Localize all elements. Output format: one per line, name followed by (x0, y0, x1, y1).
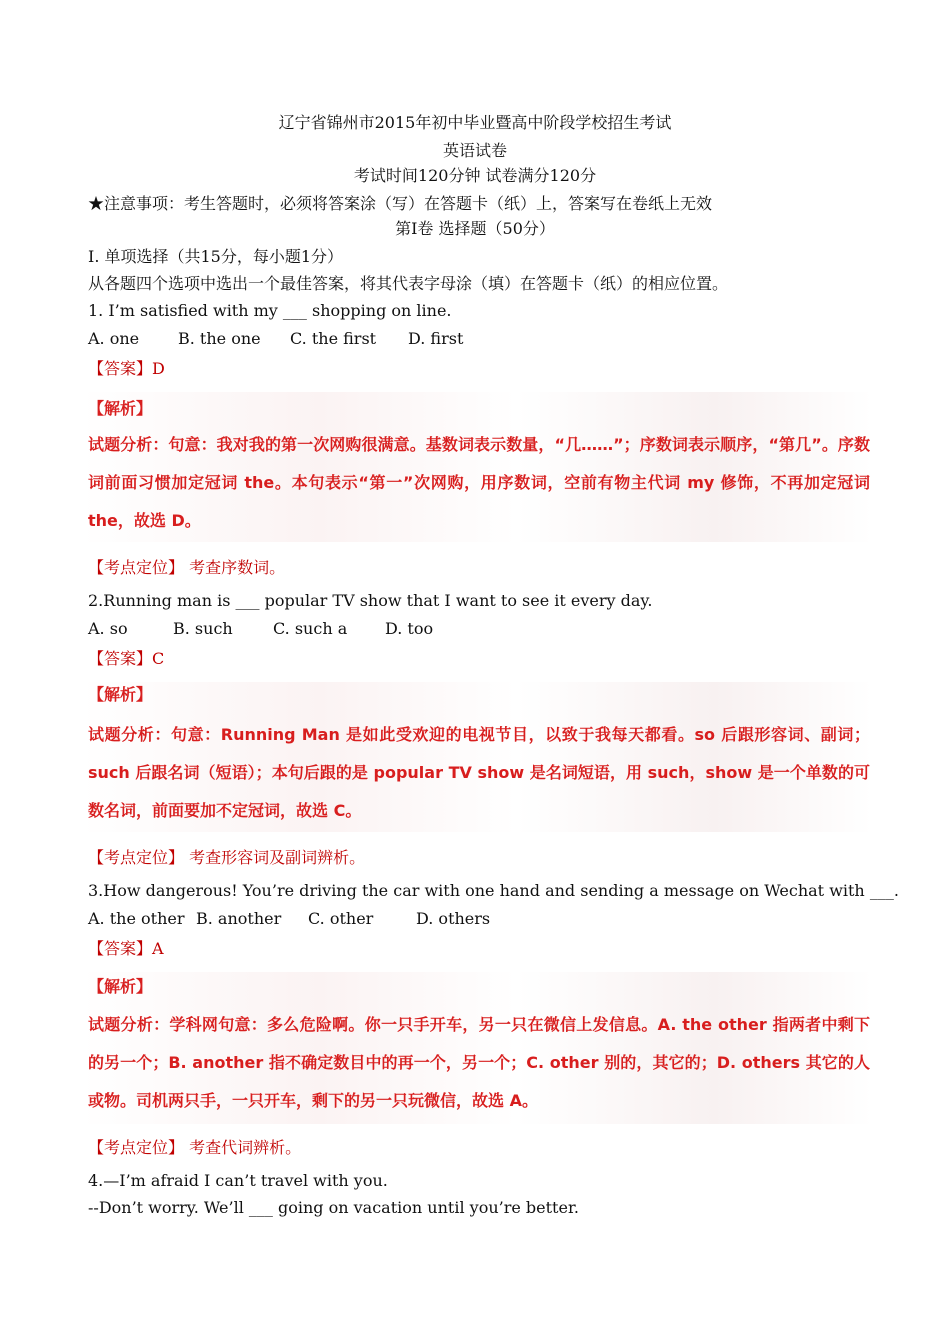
exam-subject: 英语试卷 (442, 141, 507, 160)
question-3-stem: 3.How dangerous! You’re driving the car with one hand and sending a message on Wechat with ___. (88, 881, 899, 900)
exam-time-info: 考试时间120分钟 试卷满分120分 (353, 166, 597, 185)
answer-label: 【答案】 (88, 359, 153, 378)
question-3-analysis (82, 972, 872, 1124)
question-3-kaodian (88, 1137, 301, 1159)
kaodian-text: 考查序数词。 (189, 558, 286, 577)
answer-value: A (152, 939, 164, 958)
option-b: B. another (196, 909, 282, 928)
analysis-title: 【解析】 (88, 685, 153, 704)
question-3-answer (88, 938, 164, 960)
part-heading: 第Ⅰ卷 选择题（50分） (395, 219, 555, 238)
section-instruction: 从各题四个选项中选出一个最佳答案，将其代表字母涂（填）在答题卡（纸）的相应位置。 (88, 274, 729, 293)
answer-label: 【答案】 (88, 649, 153, 668)
option-c: C. such a (273, 619, 348, 638)
option-d: D. too (385, 619, 434, 638)
question-2-analysis (82, 682, 872, 832)
analysis-body: 试题分析：学科网句意：多么危险啊。你一只手开车，另一只在微信上发信息。A. the other 指两者中剩下的另一个；B. another 指不确定数目中的再一个，另一个；C. other 别的，其它的；D. others 其它的人或物。司机两只手，一只开车，剩下的另一只玩微信，故选 A。 (88, 1015, 870, 1110)
exam-notice: ★注意事项：考生答题时，必须将答案涂（写）在答题卡（纸）上，答案写在卷纸上无效 (88, 194, 713, 213)
kaodian-label: 【考点定位】 (88, 848, 185, 867)
kaodian-label: 【考点定位】 (88, 558, 185, 577)
analysis-title: 【解析】 (88, 399, 153, 418)
option-c: C. the first (290, 329, 377, 348)
option-d: D. others (416, 909, 491, 928)
question-1-analysis (82, 392, 872, 542)
option-b: B. the one (178, 329, 261, 348)
option-b: B. such (173, 619, 233, 638)
question-1-stem: 1. I’m satisfied with my ___ shopping on line. (88, 301, 452, 320)
exam-title: 辽宁省锦州市2015年初中毕业暨高中阶段学校招生考试 (278, 113, 672, 132)
kaodian-text: 考查形容词及副词辨析。 (189, 848, 366, 867)
question-1-options (88, 328, 463, 350)
answer-value: D (152, 359, 165, 378)
question-1-kaodian (88, 557, 285, 579)
question-2-options (88, 618, 433, 640)
question-3-options (88, 908, 490, 930)
option-a: A. the other (88, 909, 185, 928)
option-d: D. first (408, 329, 464, 348)
option-c: C. other (308, 909, 374, 928)
question-2-stem: 2.Running man is ___ popular TV show that I want to see it every day. (88, 591, 653, 610)
section-heading: Ⅰ. 单项选择（共15分，每小题1分） (88, 247, 344, 266)
option-a: A. so (88, 619, 128, 638)
option-a: A. one (88, 329, 140, 348)
kaodian-label: 【考点定位】 (88, 1138, 185, 1157)
kaodian-text: 考查代词辨析。 (189, 1138, 302, 1157)
question-4-line-1: 4.—I’m afraid I can’t travel with you. (88, 1171, 388, 1190)
answer-value: C (152, 649, 165, 668)
answer-label: 【答案】 (88, 939, 153, 958)
question-1-answer (88, 358, 165, 380)
analysis-body: 试题分析：句意：Running Man 是如此受欢迎的电视节目，以致于我每天都看。so 后跟形容词、副词；such 后跟名词（短语）；本句后跟的是 popular TV show 是名词短语，用 such，show 是一个单数的可数名词，前面要加不定冠词，故选 C。 (88, 725, 870, 820)
question-4-line-2: --Don’t worry. We’ll ___ going on vacation until you’re better. (88, 1198, 579, 1217)
analysis-title: 【解析】 (88, 977, 153, 996)
question-2-answer (88, 648, 164, 670)
analysis-body: 试题分析：句意：我对我的第一次网购很满意。基数词表示数量，“几……”；序数词表示顺序，“第几”。序数词前面习惯加定冠词 the。本句表示“第一”次网购，用序数词，空前有物主代词 my 修饰，不再加定冠词 the，故选 D。 (88, 435, 870, 530)
question-2-kaodian (88, 847, 365, 869)
